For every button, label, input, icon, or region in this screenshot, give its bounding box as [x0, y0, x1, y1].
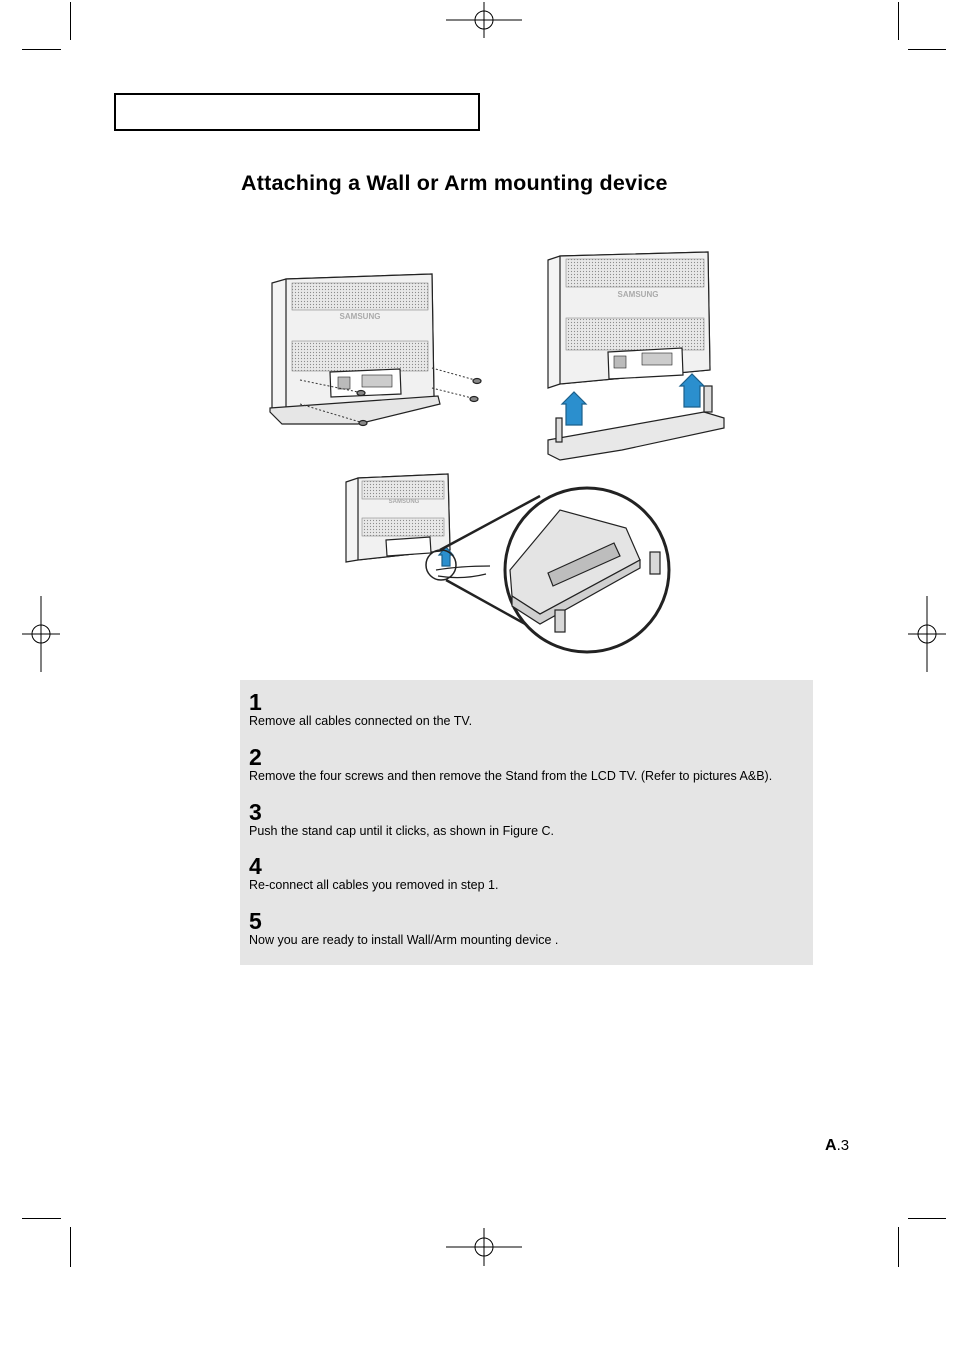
figure-b-tv-lift [548, 252, 724, 460]
step-4 [249, 854, 498, 893]
step-3 [249, 800, 554, 839]
page-title: Attaching a Wall or Arm mounting device [241, 171, 668, 195]
step-text: Remove the four screws and then remove the Stand from the LCD TV. (Refer to pictures A&B). [249, 769, 773, 783]
mounting-illustrations [0, 0, 954, 670]
step-1 [249, 690, 472, 729]
step-text: Re-connect all cables you removed in step 1. [249, 878, 499, 892]
step-number: 1 [249, 689, 262, 715]
step-2 [249, 745, 772, 784]
svg-text:SAMSUNG: SAMSUNG [388, 499, 420, 505]
svg-text:SAMSUNG: SAMSUNG [617, 290, 659, 299]
figure-c-stand-cap [346, 474, 669, 652]
step-text: Push the stand cap until it clicks, as shown in Figure C. [249, 824, 555, 838]
svg-text:SAMSUNG: SAMSUNG [339, 312, 381, 321]
step-number: 5 [249, 908, 262, 934]
step-text: Now you are ready to install Wall/Arm mounting device . [249, 933, 559, 947]
step-number: 4 [249, 853, 262, 879]
step-5 [249, 909, 558, 948]
page-number: A.3 [825, 1137, 850, 1154]
figure-a-tv-rear [270, 274, 481, 426]
step-number: 2 [249, 744, 262, 770]
step-text: Remove all cables connected on the TV. [249, 714, 473, 728]
steps-panel [240, 680, 813, 965]
step-number: 3 [249, 799, 262, 825]
